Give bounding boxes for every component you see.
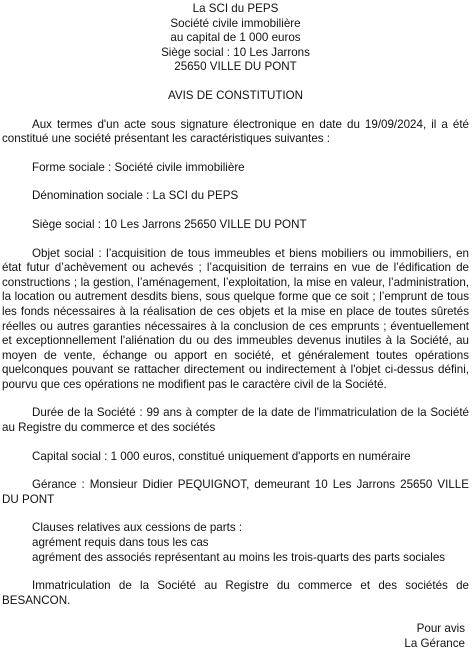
signature-block (2, 622, 469, 651)
company-capital: au capital de 1 000 euros (170, 31, 301, 45)
clauses-block (2, 521, 469, 565)
clauses-item: agrément des associés représentant au moins les trois-quarts des parts sociales (32, 550, 446, 564)
company-city: 25650 VILLE DU PONT (174, 60, 297, 74)
capital-paragraph: Capital social : 1 000 euros, constitué uniquement d'apports en numéraire (32, 449, 411, 463)
company-name: La SCI du PEPS (192, 2, 279, 15)
signature-line-gerance: La Gérance (404, 637, 465, 650)
clauses-heading: Clauses relatives aux cessions de parts : (32, 521, 243, 535)
intro-paragraph: Aux termes d'un acte sous signature électronique en date du 19/09/2024, il a été constitué une société présentant les caractéristiques suivantes : (2, 117, 469, 146)
notice-title: AVIS DE CONSTITUTION (167, 88, 304, 102)
siege-paragraph: Siège social : 10 Les Jarrons 25650 VILLE DU PONT (32, 217, 307, 231)
company-seat: Siège social : 10 Les Jarrons (161, 45, 310, 59)
company-form: Société civile immobilière (170, 16, 301, 30)
forme-sociale-paragraph: Forme sociale : Société civile immobilière (32, 160, 245, 174)
gerance-paragraph: Gérance : Monsieur Didier PEQUIGNOT, demeurant 10 Les Jarrons 25650 VILLE DU PONT (2, 478, 469, 506)
objet-social-paragraph: Objet social : l’acquisition de tous immeubles et biens mobiliers ou immobiliers, en état futur d’achèvement ou achevés ; l’acquisition de terrains en vue de l’édification de constructions ; la gestion, l’aménagement, l’exploitation, la mise en valeur, l’administration, la location ou autrement desdits biens, sous quelque forme que ce soit ; l’emprunt de tous les fonds nécessaires à la réalisation de ces objets et la mise en place de toutes sûretés réelles ou autres garanties nécessaires à la conclusion de ces emprunts ; éventuellement et exceptionnellement l'aliénation du ou des immeubles devenus inutiles à la Société, au moyen de vente, échange ou apport en société, et généralement toutes opérations quelconques pouvant se rattacher directement ou indirectement à l'objet ci-dessus défini, pourvu que ces opérations ne modifient pas le caractère civil de la Société. (2, 246, 469, 391)
immatriculation-paragraph: Immatriculation de la Société au Registre du commerce et des sociétés de BESANCON. (2, 579, 469, 607)
duree-paragraph: Durée de la Société : 99 ans à compter de la date de l'immatriculation de la Société au Registre du commerce et des sociétés (2, 406, 469, 435)
company-header (2, 2, 469, 75)
denomination-paragraph: Dénomination sociale : La SCI du PEPS (32, 189, 239, 203)
signature-line-pour-avis: Pour avis (416, 622, 465, 636)
clauses-item: agrément requis dans tous les cas (32, 536, 209, 550)
